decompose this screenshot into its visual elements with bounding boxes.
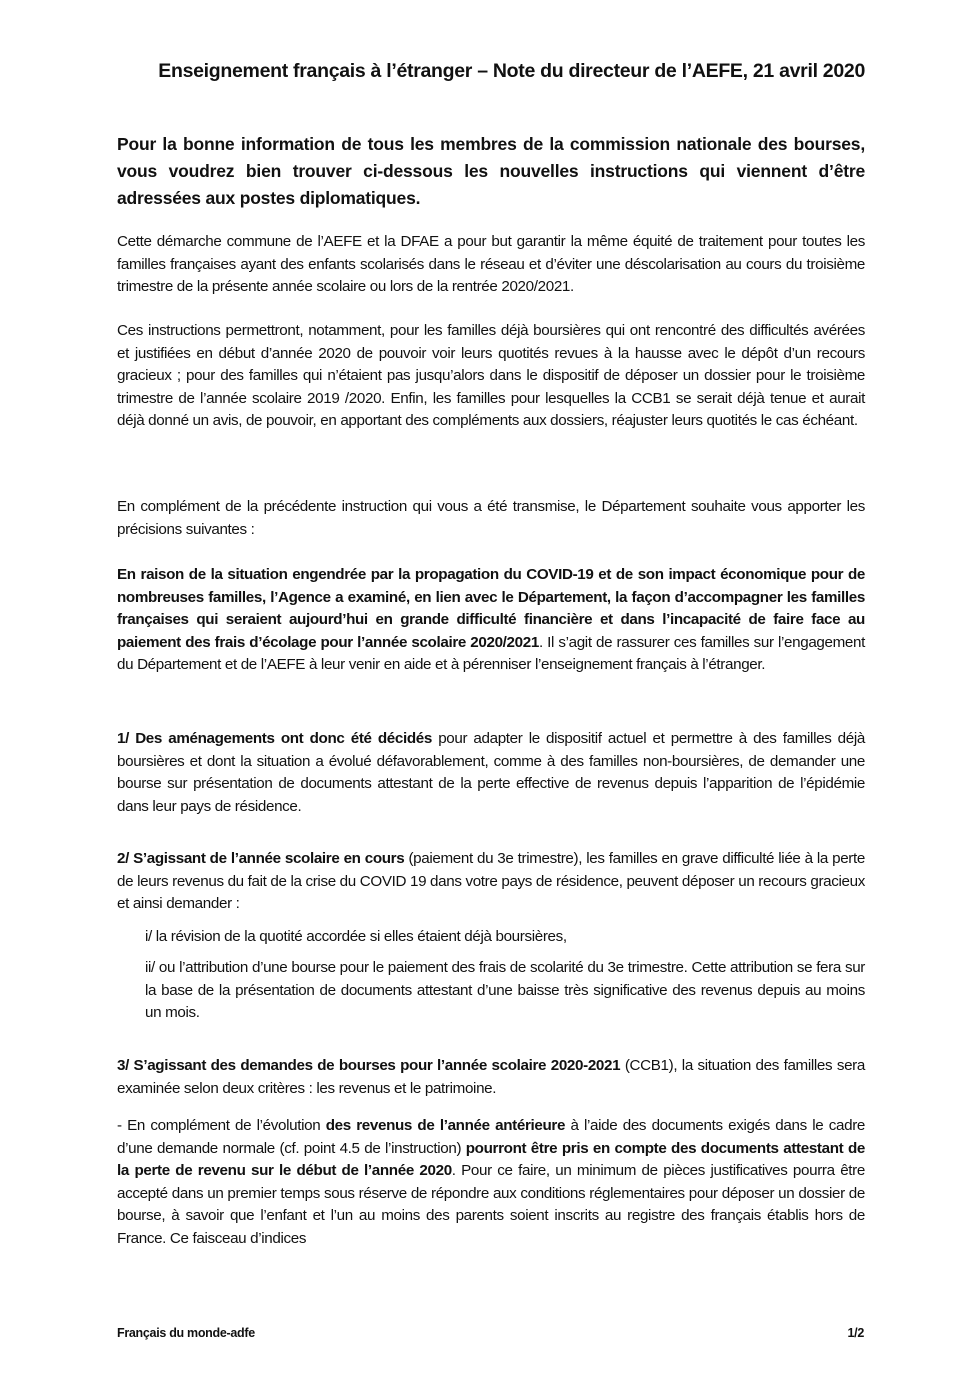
section-3-detail-e: . Pour ce faire, un minimum de pièces justificatives pourra être accepté dans un premier temps sous réserve de répondre aux conditions réglementaires pour déposer un dossier de bourse, à savoir que l’enfant et l’un au moins des parents soient inscrits au registre des français établis hors de France. Ce faisceau d’indices (117, 1162, 865, 1247)
section-2-heading: 2/ S’agissant de l’année scolaire en cours (117, 850, 405, 867)
document-title: Enseignement français à l’étranger – Note du directeur de l’AEFE, 21 avril 2020 (158, 60, 865, 82)
section-1-text: pour adapter le dispositif actuel et permettre à des familles déjà boursières et dont la situation a évolué défavorablement, comme à des familles non-boursières, de demander une bourse sur présentation de documents attestant de la perte effective de revenus depuis l’apparition de l’épidémie dans leur pays de résidence. (117, 730, 865, 815)
section-2-text: (paiement du 3e trimestre), les familles en grave difficulté liée à la perte de leurs revenus du fait de la crise du COVID 19 dans votre pays de résidence, peuvent déposer un recours gracieux et ainsi demander : (117, 850, 865, 913)
paragraph-2: Ces instructions permettront, notamment, pour les familles déjà boursières qui ont rencontré des difficultés avérées et justifiées en début d’année 2020 de pouvoir voir leurs quotités revues à la hausse avec le dépôt d’un recours gracieux ; pour des familles qui n’étaient pas jusqu’alors dans le dispositif de déposer un dossier pour le troisième trimestre de l’année scolaire 2019 /2020. Enfin, les familles pour lesquelles la CCB1 se serait déjà tenue et aurait déjà donné un avis, de pouvoir, en apportant des compléments aux dossiers, réajuster leurs quotités le cas échéant. (117, 322, 865, 430)
section-2-item-1: i/ la révision de la quotité accordée si elles étaient déjà boursières, (145, 928, 567, 945)
paragraph-4-rest: . Il s’agit de rassurer ces familles sur l’engagement du Département et de l’AEFE à leur venir en aide et à pérenniser l’enseignement français à l’étranger. (117, 633, 865, 674)
section-3-heading: 3/ S’agissant des demandes de bourses pour l’année scolaire 2020-2021 (117, 1057, 621, 1074)
intro-paragraph: Pour la bonne information de tous les membres de la commission nationale des bourses, vous voudrez bien trouver ci-dessous les nouvelles instructions qui viennent d’être adressées aux postes diplomatiques. (117, 134, 865, 208)
section-3-detail-d: pourront être pris en compte des documents attestant de la perte de revenu sur le début de l’année 2020 (117, 1139, 865, 1180)
section-3-detail-c: à l’aide des documents exigés dans le cadre d’une demande normale (cf. point 4.5 de l’instruction) (117, 1117, 866, 1157)
footer-page-number: 1/2 (847, 1326, 864, 1340)
paragraph-4 (117, 564, 865, 677)
paragraph-1: Cette démarche commune de l’AEFE et la DFAE a pour but garantir la même équité de traitement pour toutes les familles françaises ayant des enfants scolarisés dans le réseau et d’éviter une déscolarisation au cours du troisième trimestre de la présente année scolaire ou lors de la rentrée 2020/2021. (117, 233, 865, 296)
section-1-heading: 1/ Des aménagements ont donc été décidés (117, 730, 432, 747)
section-3-detail-b: des revenus de l’année antérieure (325, 1117, 566, 1134)
paragraph-3: En complément de la précédente instruction qui vous a été transmise, le Département souhaite vous apporter les précisions suivantes : (117, 498, 865, 538)
section-3-detail-a: - En complément de l’évolution (117, 1117, 326, 1134)
section-1 (117, 728, 865, 818)
section-2 (117, 848, 865, 916)
section-2-item-2: ii/ ou l’attribution d’une bourse pour le paiement des frais de scolarité du 3e trimestre. Cette attribution se fera sur la base de la présentation de documents attestant d’une baisse très significative des revenus depuis au moins un mois. (145, 959, 865, 1022)
section-3-detail (117, 1115, 865, 1251)
section-3-text: (CCB1), la situation des familles sera examinée selon deux critères : les revenus et le patrimoine. (117, 1057, 865, 1097)
section-3 (117, 1055, 865, 1100)
paragraph-4-bold: En raison de la situation engendrée par la propagation du COVID-19 et de son impact économique pour de nombreuses familles, l’Agence a examiné, en lien avec le Département, la façon d’accompagner les familles françaises qui seraient aujourd’hui en grande difficulté financière et dans l’incapacité de faire face au paiement des frais d’écolage pour l’année scolaire 2020/2021 (117, 566, 865, 651)
footer-organization: Français du monde-adfe (117, 1326, 255, 1340)
